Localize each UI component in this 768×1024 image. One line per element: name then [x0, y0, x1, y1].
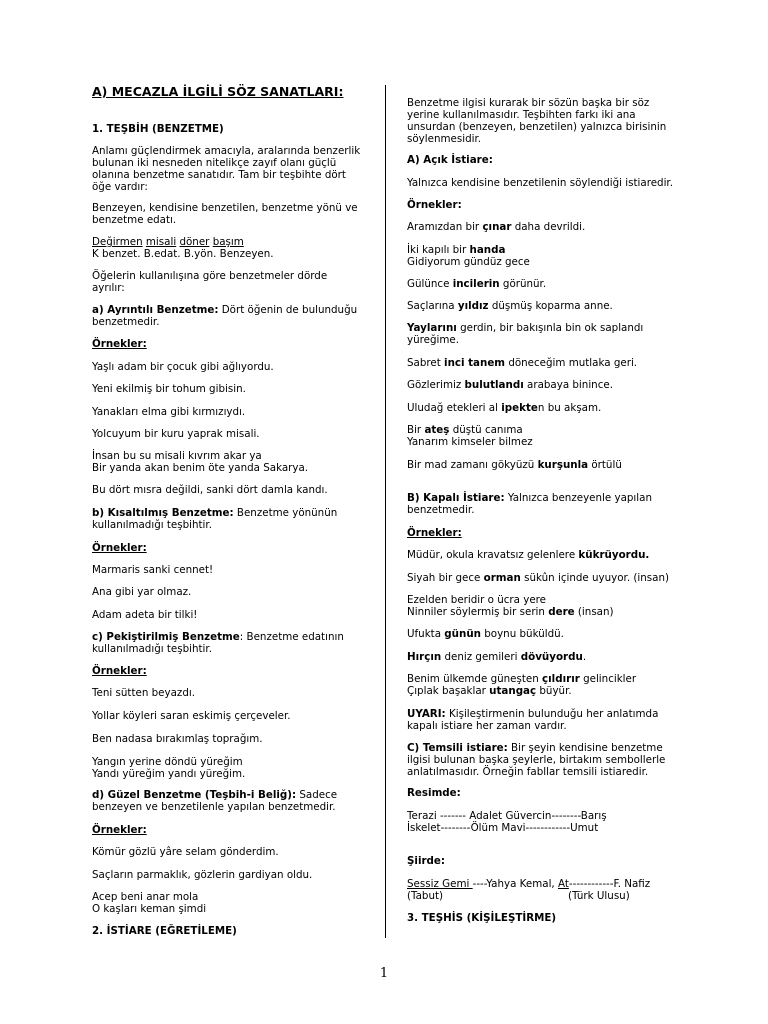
example-line: Çıplak başaklar utangaç büyür.	[407, 685, 572, 697]
paragraph-line: Benzeyen, kendisine benzetilen, benzetme yönü ve	[92, 202, 358, 214]
example-abbreviations: K benzet. B.edat. B.yön. Benzeyen.	[92, 248, 274, 260]
section-title: A) MECAZLA İLGİLİ SÖZ SANATLARI:	[92, 84, 344, 99]
example-line: Ninniler söylermiş bir serin dere (insan)	[407, 606, 614, 618]
example-line: Teni sütten beyazdı.	[92, 687, 195, 699]
text-b: Benzetme yönünün	[233, 507, 338, 519]
example-line: Bu dört mısra değildi, sanki dört damla kandı.	[92, 484, 328, 496]
poem-line: Yangın yerine döndü yüreğim	[92, 756, 243, 768]
example-line: Yanakları elma gibi kırmızıydı.	[92, 406, 246, 418]
heading-teshis: 3. TEŞHİS (KİŞİLEŞTİRME)	[407, 912, 557, 924]
column-divider	[385, 85, 386, 938]
page-number: 1	[379, 966, 389, 981]
paragraph-line: unsurdan (benzeyen, benzetilen) yalnızca birisinin	[407, 121, 667, 133]
resimde-label: Resimde:	[407, 787, 461, 799]
symbol-line: Terazi ------- Adalet Güvercin--------Barış	[407, 810, 607, 822]
paragraph-line: kullanılmadığı teşbihtir.	[92, 643, 212, 655]
example-line: Ufukta günün boynu büküldü.	[407, 628, 564, 640]
word-edat: misali	[145, 236, 177, 248]
poem-line: İnsan bu su misali kıvrım akar ya	[92, 450, 262, 462]
poem-line: Acep beni anar mola	[92, 891, 199, 903]
poem-line: Yandı yüreğim yandı yüreğim.	[92, 768, 246, 780]
example-line: Benim ülkemde güneşten çıldırır gelincikler	[407, 673, 637, 685]
example-line: Yolcuyum bir kuru yaprak misali.	[92, 428, 260, 440]
example-line: Adam adeta bir tilki!	[92, 609, 198, 621]
examples-label: Örnekler:	[407, 527, 462, 539]
example-line: Ben nadasa bırakımlaş toprağım.	[92, 733, 263, 745]
paragraph-line: öğe vardır:	[92, 181, 148, 193]
label-b: b) Kısaltılmış Benzetme:	[92, 507, 234, 519]
subheading-c	[92, 631, 344, 643]
example-line: Sabret inci tanem döneceğim mutlaka geri.	[407, 357, 638, 369]
examples-label: Örnekler:	[92, 665, 147, 677]
paragraph-line: benzeyen ve benzetilenle yapılan benzetmedir.	[92, 801, 336, 813]
paragraph-line: Benzetme ilgisi kurarak bir sözün başka bir söz	[407, 97, 650, 109]
paragraph-line: bulunan iki nesneden nitelikçe zayıf olanı güçlü	[92, 157, 337, 169]
examples-label: Örnekler:	[92, 542, 147, 554]
text-c: : Benzetme edatının	[239, 631, 344, 643]
poem-symbol-meaning: (Türk Ulusu)	[568, 890, 630, 902]
paragraph-line: yerine kullanılmasıdır. Teşbihten farkı iki ana	[407, 109, 636, 121]
paragraph-line: Anlamı güçlendirmek amacıyla, aralarında benzerlik	[92, 145, 361, 157]
word-yon: döner	[179, 236, 210, 248]
warning-note: UYARI: Kişileştirmenin bulunduğu her anlatımda	[407, 708, 659, 720]
example-line: Yaylarını gerdin, bir bakışınla bin ok saplandı	[407, 322, 644, 334]
example-line: Kömür gözlü yâre selam gönderdim.	[92, 846, 279, 858]
paragraph-line: anlatılmasıdır. Örneğin fabllar temsili istiaredir.	[407, 766, 649, 778]
subheading-temsili-istiare: C) Temsili istiare: Bir şeyin kendisine benzetme	[407, 742, 663, 754]
paragraph-line: kapalı istiare her zaman vardır.	[407, 720, 567, 732]
example-line: Yanarım kimseler bilmez	[407, 436, 533, 448]
paragraph-line: kullanılmadığı teşbihtir.	[92, 519, 212, 531]
heading-tesbih: 1. TEŞBİH (BENZETME)	[92, 123, 224, 135]
poem-line: Bir yanda akan benim öte yanda Sakarya.	[92, 462, 309, 474]
example-sentence	[92, 236, 244, 248]
example-line: Hırçın deniz gemileri dövüyordu.	[407, 651, 587, 663]
word-benzeyen: Değirmen	[92, 236, 143, 248]
paragraph-line: söylenmesidir.	[407, 133, 482, 145]
siirde-label: Şiirde:	[407, 855, 446, 867]
example-line: Yollar köyleri saran eskimiş çerçeveler.	[92, 710, 291, 722]
subheading-acik-istiare: A) Açık İstiare:	[407, 154, 493, 166]
example-line: Aramızdan bir çınar daha devrildi.	[407, 221, 586, 233]
poem-symbol-line: Sessiz Gemi ----Yahya Kemal, At------------F. Nafiz	[407, 878, 651, 890]
example-line: yüreğime.	[407, 334, 459, 346]
subheading-d	[92, 789, 337, 801]
examples-label: Örnekler:	[92, 824, 147, 836]
paragraph-line: benzetmedir.	[407, 504, 475, 516]
example-line: Gidiyorum gündüz gece	[407, 256, 530, 268]
paragraph-line: ayrılır:	[92, 282, 125, 294]
subheading-kapali-istiare: B) Kapalı İstiare: Yalnızca benzeyenle yapılan	[407, 492, 652, 504]
poem-line: O kaşları keman şimdi	[92, 903, 207, 915]
paragraph-line: olanına benzetme sanatıdır. Tam bir teşbihte dört	[92, 169, 346, 181]
text-d: Sadece	[296, 789, 338, 801]
paragraph-line: Öğelerin kullanılışına göre benzetmeler dörde	[92, 270, 328, 282]
example-line: Siyah bir gece orman sükûn içinde uyuyor. (insan)	[407, 572, 670, 584]
label-a: a) Ayrıntılı Benzetme:	[92, 304, 219, 316]
paragraph-line: benzetmedir.	[92, 316, 160, 328]
paragraph-line: ilgisi bulunan başka şeylerle, birtakım sembollerle	[407, 754, 666, 766]
example-line: Müdür, okula kravatsız gelenlere kükrüyordu.	[407, 549, 650, 561]
examples-label: Örnekler:	[407, 199, 462, 211]
example-line: Uludağ etekleri al ipekten bu akşam.	[407, 402, 602, 414]
text-a: Dört öğenin de bulunduğu	[218, 304, 358, 316]
example-line: Bir mad zamanı gökyüzü kurşunla örtülü	[407, 459, 622, 471]
label-c: c) Pekiştirilmiş Benzetme	[92, 631, 240, 643]
example-line: Gözlerimiz bulutlandı arabaya binince.	[407, 379, 613, 391]
examples-label: Örnekler:	[92, 338, 147, 350]
example-line: Ezelden beridir o ücra yere	[407, 594, 546, 606]
subheading-a	[92, 304, 357, 316]
paragraph-line: Yalnızca kendisine benzetilenin söylendiği istiaredir.	[407, 177, 673, 189]
example-line: Ana gibi yar olmaz.	[92, 586, 192, 598]
symbol-line: İskelet--------Ölüm Mavi------------Umut	[407, 822, 599, 834]
example-line: Yaşlı adam bir çocuk gibi ağlıyordu.	[92, 361, 274, 373]
example-line: İki kapılı bir handa	[407, 244, 506, 256]
example-line: Gülünce incilerin görünür.	[407, 278, 547, 290]
paragraph-line: benzetme edatı.	[92, 214, 177, 226]
example-line: Bir ateş düştü canıma	[407, 424, 523, 436]
example-line: Marmaris sanki cennet!	[92, 564, 214, 576]
example-line: Yeni ekilmiş bir tohum gibisin.	[92, 383, 246, 395]
label-d: d) Güzel Benzetme (Teşbih-i Beliğ):	[92, 789, 297, 801]
heading-istiare: 2. İSTİARE (EĞRETİLEME)	[92, 925, 237, 937]
word-benzetilen: başım	[212, 236, 244, 248]
example-line: Saçlarına yıldız düşmüş koparma anne.	[407, 300, 613, 312]
poem-symbol-meaning: (Tabut)	[407, 890, 444, 902]
example-line: Saçların parmaklık, gözlerin gardiyan oldu.	[92, 869, 313, 881]
subheading-b	[92, 507, 337, 519]
